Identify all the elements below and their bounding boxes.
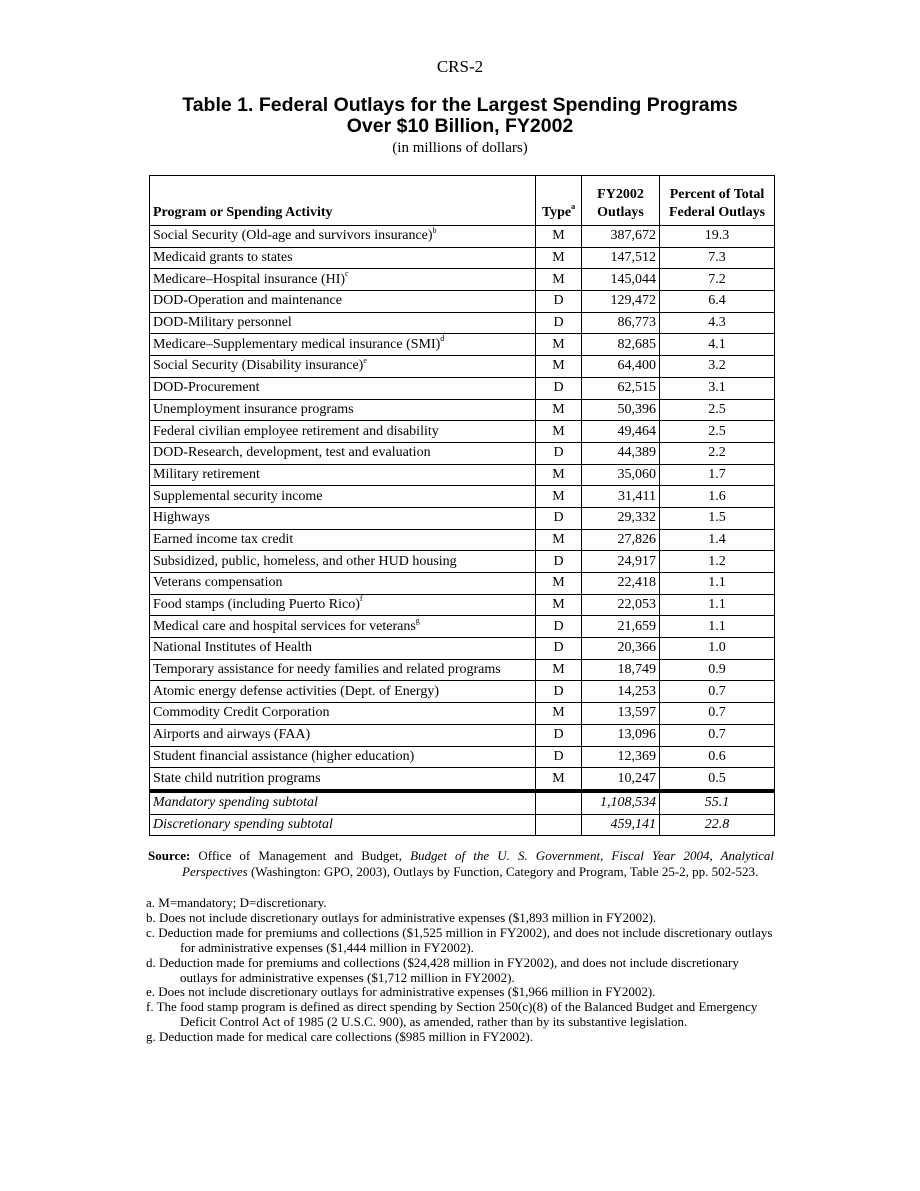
footnote-item: f. The food stamp program is defined as direct spending by Section 250(c)(8) of the Balanced Budget and Emergency Deficit Control Act of 1985 (2 U.S.C. 900), as amended, rather than by its substantive legislation. <box>146 999 758 1030</box>
program-cell <box>150 247 536 269</box>
program-cell <box>150 442 536 464</box>
percent-cell: 2.2 <box>660 442 775 464</box>
type-cell: D <box>536 291 582 313</box>
table-subtitle: (in millions of dollars) <box>392 140 528 156</box>
table-row <box>150 551 775 573</box>
table-row <box>150 421 775 443</box>
outlays-cell: 35,060 <box>582 464 660 486</box>
percent-cell: 1.6 <box>660 486 775 508</box>
footnote-marker: g <box>415 616 420 626</box>
outlays-cell: 10,247 <box>582 768 660 791</box>
outlays-cell: 21,659 <box>582 616 660 638</box>
percent-cell: 0.7 <box>660 681 775 703</box>
percent-cell: 1.1 <box>660 594 775 616</box>
program-name: Military retirement <box>153 466 260 482</box>
subtotal-outlays: 1,108,534 <box>582 791 660 814</box>
column-header-type-label: Type <box>541 205 572 220</box>
percent-cell: 0.9 <box>660 659 775 681</box>
outlays-cell: 24,917 <box>582 551 660 573</box>
column-header-outlays <box>582 176 660 226</box>
type-cell: D <box>536 442 582 464</box>
percent-cell: 19.3 <box>660 226 775 248</box>
type-cell: D <box>536 746 582 768</box>
type-cell: M <box>536 334 582 356</box>
percent-cell: 3.1 <box>660 377 775 399</box>
program-name: Food stamps (including Puerto Rico) <box>153 597 360 613</box>
program-cell <box>150 529 536 551</box>
type-cell: D <box>536 681 582 703</box>
type-cell: M <box>536 486 582 508</box>
program-cell <box>150 551 536 573</box>
program-cell <box>150 573 536 595</box>
type-cell: M <box>536 269 582 291</box>
table-row <box>150 399 775 421</box>
footnote-item: d. Deduction made for premiums and collections ($24,428 million in FY2002), and does not include discretionary outlays for administrative expenses ($1,712 million in FY2002). <box>146 954 739 985</box>
table-row <box>150 529 775 551</box>
percent-cell: 7.2 <box>660 269 775 291</box>
program-name: Student financial assistance (higher education) <box>153 748 415 764</box>
table-row <box>150 594 775 616</box>
table-header-row <box>150 176 775 226</box>
table-row <box>150 247 775 269</box>
program-cell <box>150 594 536 616</box>
footnote-marker: d <box>440 334 445 344</box>
footnote-marker: c <box>345 269 349 279</box>
outlays-cell: 49,464 <box>582 421 660 443</box>
outlays-cell: 18,749 <box>582 659 660 681</box>
table-row <box>150 724 775 746</box>
program-name: Commodity Credit Corporation <box>153 705 330 721</box>
type-cell: M <box>536 529 582 551</box>
percent-cell: 1.1 <box>660 616 775 638</box>
program-cell <box>150 659 536 681</box>
subtotal-percent: 22.8 <box>660 814 775 836</box>
percent-cell: 0.6 <box>660 746 775 768</box>
program-cell <box>150 399 536 421</box>
source-text-1: Office of Management and Budget, <box>198 848 411 863</box>
table-body <box>150 226 775 836</box>
outlays-cell: 12,369 <box>582 746 660 768</box>
table-row <box>150 269 775 291</box>
program-name: National Institutes of Health <box>153 640 313 656</box>
outlays-cell: 62,515 <box>582 377 660 399</box>
outlays-cell: 27,826 <box>582 529 660 551</box>
table-title-line1: Table 1. Federal Outlays for the Largest Spending Programs <box>182 94 738 116</box>
program-cell <box>150 464 536 486</box>
outlays-cell: 20,366 <box>582 638 660 660</box>
footnote-item: g. Deduction made for medical care collections ($985 million in FY2002). <box>146 1029 534 1045</box>
percent-cell: 7.3 <box>660 247 775 269</box>
outlays-cell: 50,396 <box>582 399 660 421</box>
table-row <box>150 464 775 486</box>
percent-cell: 2.5 <box>660 399 775 421</box>
program-cell <box>150 746 536 768</box>
program-name: Social Security (Old-age and survivors insurance) <box>153 228 433 244</box>
program-cell <box>150 312 536 334</box>
percent-cell: 4.3 <box>660 312 775 334</box>
program-cell <box>150 681 536 703</box>
type-cell: M <box>536 356 582 378</box>
percent-cell: 1.7 <box>660 464 775 486</box>
subtotal-label: Discretionary spending subtotal <box>150 814 536 836</box>
program-name: Social Security (Disability insurance) <box>153 358 364 374</box>
table-row <box>150 442 775 464</box>
subtotal-outlays: 459,141 <box>582 814 660 836</box>
table-row <box>150 573 775 595</box>
program-name: Medicaid grants to states <box>153 250 293 266</box>
footnote-item: a. M=mandatory; D=discretionary. <box>146 895 327 910</box>
program-cell <box>150 291 536 313</box>
percent-cell: 0.7 <box>660 703 775 725</box>
outlays-cell: 86,773 <box>582 312 660 334</box>
type-cell: M <box>536 573 582 595</box>
program-name: DOD-Procurement <box>153 380 260 396</box>
subtotal-type-cell <box>536 814 582 836</box>
outlays-table <box>149 175 775 836</box>
table-row <box>150 312 775 334</box>
program-cell <box>150 703 536 725</box>
type-cell: M <box>536 464 582 486</box>
source-text-2: (Washington: GPO, 2003), Outlays by Function, Category and Program, Table 25-2, pp. 502-523. <box>247 864 759 879</box>
type-cell: M <box>536 659 582 681</box>
column-header-outlays-line2: Outlays <box>597 205 644 220</box>
outlays-cell: 44,389 <box>582 442 660 464</box>
program-cell <box>150 507 536 529</box>
column-header-program: Program or Spending Activity <box>150 176 536 226</box>
program-cell <box>150 356 536 378</box>
percent-cell: 1.0 <box>660 638 775 660</box>
table-title-line2: Over $10 Billion, FY2002 <box>346 115 574 137</box>
program-cell <box>150 421 536 443</box>
program-cell <box>150 226 536 248</box>
table-row <box>150 356 775 378</box>
percent-cell: 3.2 <box>660 356 775 378</box>
table-row <box>150 746 775 768</box>
program-name: DOD-Operation and maintenance <box>153 293 342 309</box>
type-cell: M <box>536 226 582 248</box>
table-row <box>150 486 775 508</box>
subtotal-row <box>150 814 775 836</box>
footnote-marker: e <box>363 355 367 365</box>
program-cell <box>150 269 536 291</box>
percent-cell: 1.2 <box>660 551 775 573</box>
source-note <box>148 848 774 880</box>
type-cell: M <box>536 399 582 421</box>
type-cell: M <box>536 594 582 616</box>
footnote-item: c. Deduction made for premiums and collections ($1,525 million in FY2002), and does not include discretionary outlays for administrative expenses ($1,444 million in FY2002). <box>146 924 773 955</box>
program-cell <box>150 724 536 746</box>
outlays-cell: 387,672 <box>582 226 660 248</box>
footnote-marker: b <box>432 225 437 235</box>
program-name: Unemployment insurance programs <box>153 401 354 417</box>
program-name: Temporary assistance for needy families and related programs <box>153 662 501 678</box>
program-name: Veterans compensation <box>153 575 283 591</box>
percent-cell: 6.4 <box>660 291 775 313</box>
percent-cell: 0.5 <box>660 768 775 791</box>
outlays-cell: 29,332 <box>582 507 660 529</box>
footnote-item: e. Does not include discretionary outlays for administrative expenses ($1,966 million in FY2002). <box>146 984 656 1000</box>
type-cell: M <box>536 247 582 269</box>
table-row <box>150 507 775 529</box>
type-cell: D <box>536 507 582 529</box>
percent-cell: 1.1 <box>660 573 775 595</box>
column-header-percent-line1: Percent of Total <box>669 187 765 202</box>
table-row <box>150 768 775 791</box>
source-publication-title: Budget of the U. S. Government, Fiscal Year 2004, Analytical Perspectives <box>182 848 775 879</box>
program-name: Highways <box>153 510 210 526</box>
program-name: Medicare–Hospital insurance (HI) <box>153 271 346 287</box>
outlays-cell: 13,597 <box>582 703 660 725</box>
table-row <box>150 703 775 725</box>
type-cell: M <box>536 768 582 791</box>
type-cell: D <box>536 724 582 746</box>
source-label: Source: <box>148 848 191 863</box>
outlays-cell: 145,044 <box>582 269 660 291</box>
program-cell <box>150 334 536 356</box>
outlays-cell: 31,411 <box>582 486 660 508</box>
type-cell: D <box>536 616 582 638</box>
footnotes-list <box>146 896 774 1045</box>
program-name: Medicare–Supplementary medical insurance (SMI) <box>153 336 441 352</box>
program-name: State child nutrition programs <box>153 770 321 786</box>
percent-cell: 2.5 <box>660 421 775 443</box>
type-cell: D <box>536 312 582 334</box>
column-header-outlays-line1: FY2002 <box>597 187 644 202</box>
table-row <box>150 291 775 313</box>
percent-cell: 4.1 <box>660 334 775 356</box>
footnote-item: b. Does not include discretionary outlays for administrative expenses ($1,893 million in FY2002). <box>146 909 657 925</box>
type-cell: M <box>536 421 582 443</box>
program-cell <box>150 377 536 399</box>
program-name: Medical care and hospital services for veterans <box>153 618 416 634</box>
table-row <box>150 638 775 660</box>
footnote-marker: f <box>359 594 363 604</box>
outlays-cell: 22,418 <box>582 573 660 595</box>
percent-cell: 0.7 <box>660 724 775 746</box>
outlays-cell: 13,096 <box>582 724 660 746</box>
program-name: Subsidized, public, homeless, and other HUD housing <box>153 553 457 569</box>
table-row <box>150 616 775 638</box>
percent-cell: 1.4 <box>660 529 775 551</box>
column-header-type-footnote: a <box>571 202 576 212</box>
column-header-type <box>536 176 582 226</box>
type-cell: D <box>536 551 582 573</box>
program-name: Earned income tax credit <box>153 531 294 547</box>
percent-cell: 1.5 <box>660 507 775 529</box>
column-header-percent <box>660 176 775 226</box>
outlays-cell: 22,053 <box>582 594 660 616</box>
type-cell: D <box>536 377 582 399</box>
table-row <box>150 377 775 399</box>
outlays-cell: 82,685 <box>582 334 660 356</box>
column-header-percent-line2: Federal Outlays <box>668 205 766 220</box>
program-name: Supplemental security income <box>153 488 323 504</box>
program-name: Atomic energy defense activities (Dept. of Energy) <box>153 683 439 699</box>
subtotal-percent: 55.1 <box>660 791 775 814</box>
type-cell: M <box>536 703 582 725</box>
program-name: DOD-Research, development, test and evaluation <box>153 445 431 461</box>
program-name: Federal civilian employee retirement and disability <box>153 423 439 439</box>
table-title <box>0 95 920 137</box>
page-header: CRS-2 <box>436 57 484 76</box>
outlays-cell: 14,253 <box>582 681 660 703</box>
table-row <box>150 659 775 681</box>
subtotal-label: Mandatory spending subtotal <box>150 791 536 814</box>
program-name: Airports and airways (FAA) <box>153 727 311 743</box>
outlays-cell: 64,400 <box>582 356 660 378</box>
outlays-cell: 129,472 <box>582 291 660 313</box>
table-row <box>150 334 775 356</box>
program-cell <box>150 768 536 791</box>
program-cell <box>150 638 536 660</box>
program-cell <box>150 486 536 508</box>
table-row <box>150 681 775 703</box>
subtotal-row <box>150 791 775 814</box>
subtotal-type-cell <box>536 791 582 814</box>
type-cell: D <box>536 638 582 660</box>
program-name: DOD-Military personnel <box>153 315 292 331</box>
program-cell <box>150 616 536 638</box>
table-row <box>150 226 775 248</box>
outlays-cell: 147,512 <box>582 247 660 269</box>
